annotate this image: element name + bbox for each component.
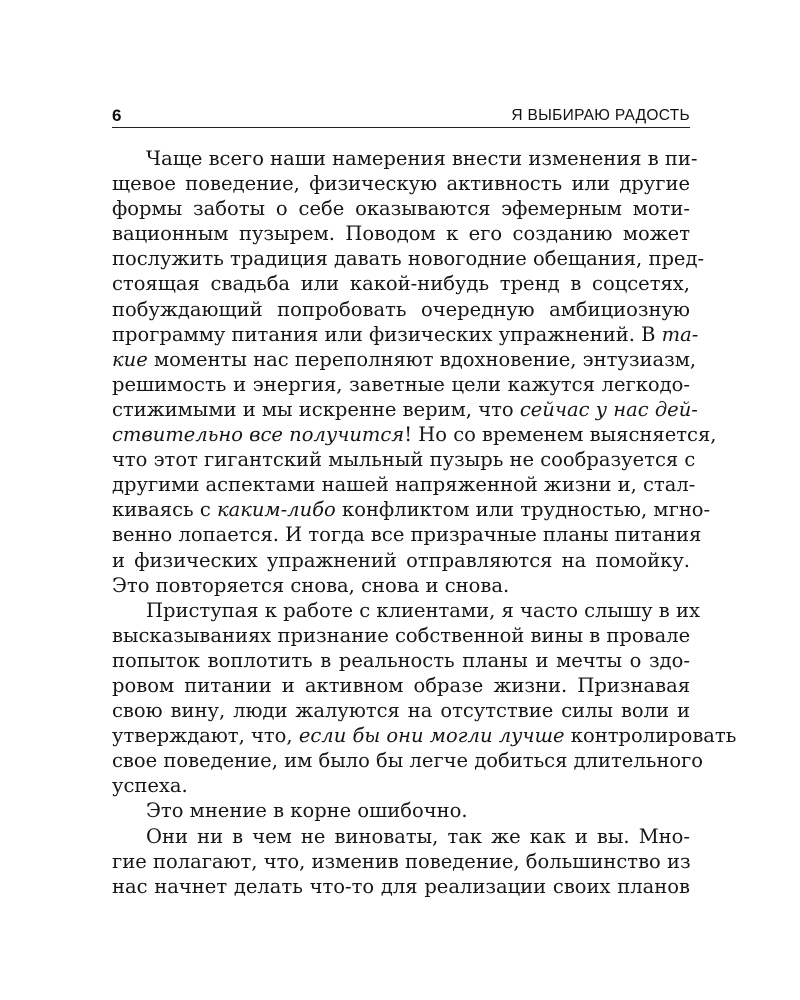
header-rule <box>112 127 690 128</box>
text-segment: Это повторяется снова, снова и снова. <box>112 573 510 597</box>
text-line <box>112 573 690 598</box>
text-segment: другими аспектами нашей напряженной жизни и, стал- <box>112 473 696 497</box>
text-line <box>112 171 690 196</box>
text-segment: конфликтом или трудностью, мгно- <box>335 498 711 522</box>
text-line <box>112 246 705 271</box>
body-text <box>112 146 737 899</box>
text-segment: вационным пузырем. Поводом к его созданию может <box>112 222 690 246</box>
text-segment: попыток воплотить в реальность планы и мечты о здо- <box>112 648 690 672</box>
text-line <box>112 698 690 723</box>
text-segment: утверждают, что, <box>112 724 299 748</box>
text-segment: Они ни в чем не виноваты, так же как и вы. Мно- <box>146 824 690 848</box>
italic-text: каким-либо <box>216 498 336 522</box>
text-line <box>112 824 690 849</box>
text-line <box>112 397 698 422</box>
italic-text: если бы они могли лучше <box>298 724 565 748</box>
text-line <box>112 598 700 623</box>
text-line <box>112 146 698 171</box>
page-number: 6 <box>112 106 122 125</box>
text-segment: свое поведение, им было бы легче добиться длительного <box>112 749 704 773</box>
text-segment: стижимыми и мы искренне верим, что <box>112 397 520 421</box>
text-line <box>112 723 737 748</box>
text-line <box>112 798 690 823</box>
text-line <box>112 422 717 447</box>
italic-text: ствительно все получится <box>112 423 405 447</box>
text-line <box>112 773 690 798</box>
text-line <box>112 497 711 522</box>
text-line <box>112 196 690 221</box>
text-segment: стоящая свадьба или какой-нибудь тренд в соцсетях, <box>112 272 690 296</box>
text-line <box>112 874 690 899</box>
text-segment: щевое поведение, физическую активность или другие <box>112 172 690 196</box>
text-segment: свою вину, люди жалуются на отсутствие силы воли и <box>112 699 690 723</box>
text-line <box>112 623 690 648</box>
text-line <box>112 297 690 322</box>
text-segment: что этот гигантский мыльный пузырь не сообразуется с <box>112 448 696 472</box>
text-line <box>112 271 690 296</box>
text-line <box>112 748 704 773</box>
text-line <box>112 522 702 547</box>
text-segment: венно лопается. И тогда все призрачные планы питания <box>112 523 702 547</box>
text-segment: контролировать <box>564 724 737 748</box>
text-segment: успеха. <box>112 774 188 798</box>
text-segment: высказываниях признание собственной вины в провале <box>112 623 691 647</box>
text-segment: решимость и энергия, заветные цели кажутся легкодо- <box>112 372 690 396</box>
text-segment: Приступая к работе с клиентами, я часто слышу в их <box>146 598 700 622</box>
text-segment: ровом питании и активном образе жизни. Признавая <box>112 673 690 697</box>
italic-text: кие <box>112 347 148 371</box>
text-line <box>112 849 690 874</box>
text-line <box>112 548 690 573</box>
text-line <box>112 472 696 497</box>
text-segment: гие полагают, что, изменив поведение, большинство из <box>112 849 691 873</box>
text-segment: и физических упражнений отправляются на помойку. <box>112 548 690 572</box>
text-line <box>112 673 690 698</box>
text-line <box>112 347 697 372</box>
text-line <box>112 648 690 673</box>
text-segment: нас начнет делать что-то для реализации своих планов <box>112 874 690 898</box>
book-title: Я ВЫБИРАЮ РАДОСТЬ <box>511 107 690 124</box>
text-line <box>112 372 690 397</box>
text-segment: ! Но со временем выясняется, <box>404 423 717 447</box>
text-segment: программу питания или физических упражнений. В <box>112 322 662 346</box>
text-segment: киваясь с <box>112 498 217 522</box>
text-line <box>112 322 699 347</box>
text-segment: Это мнение в корне ошибочно. <box>146 799 468 823</box>
italic-text: сейчас у нас дей- <box>519 397 698 421</box>
text-segment: моменты нас переполняют вдохновение, энтузиазм, <box>147 347 697 371</box>
italic-text: та- <box>661 322 699 346</box>
running-head <box>112 104 690 128</box>
text-segment: послужить традиция давать новогодние обещания, пред- <box>112 247 705 271</box>
text-segment: Чаще всего наши намерения внести изменения в пи- <box>146 147 698 170</box>
text-segment: формы заботы о себе оказываются эфемерным моти- <box>112 197 690 221</box>
text-segment: побуждающий попробовать очередную амбициозную <box>112 297 690 321</box>
text-line <box>112 221 690 246</box>
text-line <box>112 447 696 472</box>
